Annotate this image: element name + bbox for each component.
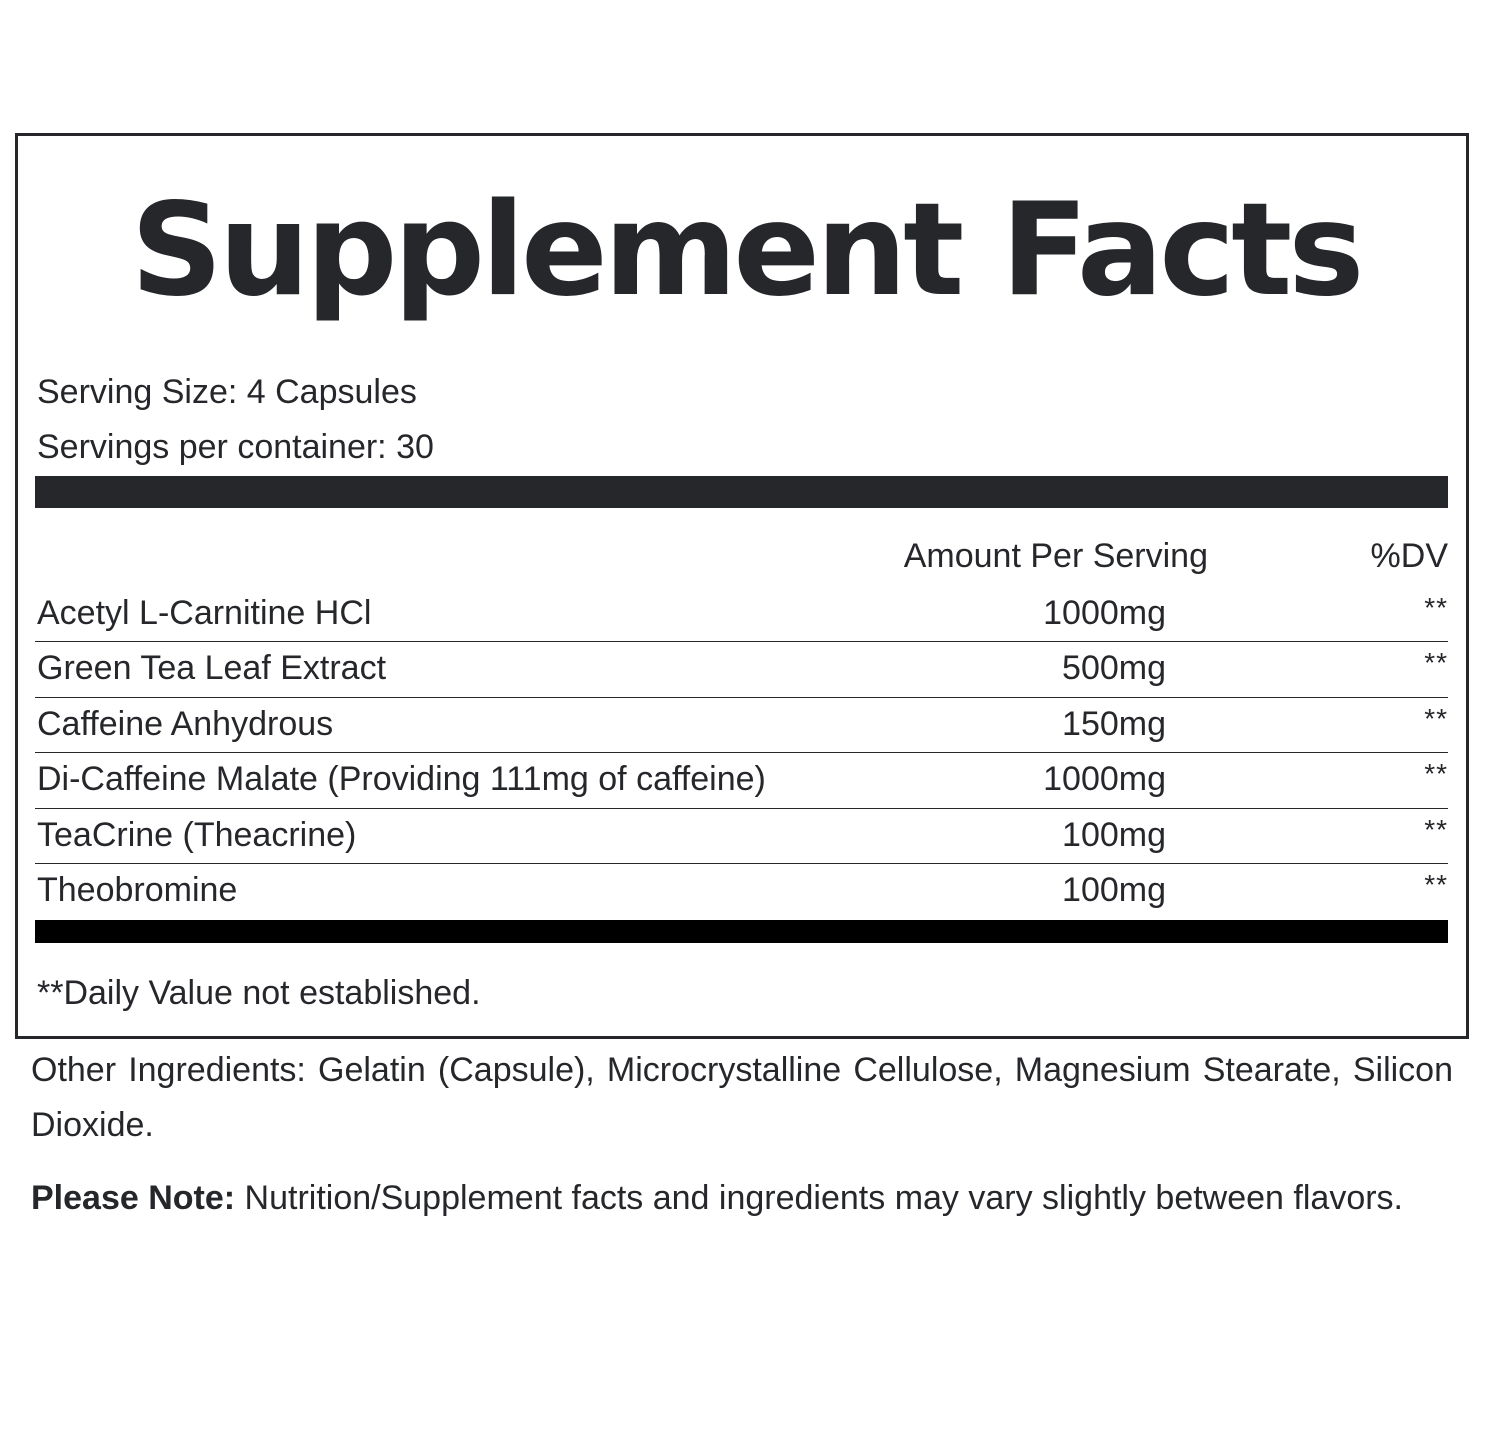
ingredient-name: Acetyl L-Carnitine HCl [37, 594, 372, 632]
serving-size: Serving Size: 4 Capsules [37, 373, 417, 411]
ingredient-table [35, 587, 1448, 919]
ingredient-amount: 100mg [1062, 870, 1166, 909]
ingredient-amount: 150mg [1062, 704, 1166, 743]
ingredient-dv: ** [1424, 813, 1448, 845]
ingredient-row [35, 864, 1448, 919]
ingredient-name: Di-Caffeine Malate (Providing 111mg of caffeine) [37, 760, 766, 799]
ingredient-dv: ** [1424, 702, 1448, 734]
ingredient-name: Caffeine Anhydrous [37, 704, 334, 743]
please-note-text: Nutrition/Supplement facts and ingredients may vary slightly between flavors. [235, 1179, 1403, 1217]
ingredient-row [35, 809, 1448, 864]
ingredient-row [35, 753, 1448, 808]
ingredient-amount: 100mg [1062, 815, 1166, 854]
ingredient-dv: ** [1424, 647, 1448, 679]
servings-per-container: Servings per container: 30 [37, 428, 434, 466]
dv-column-header: %DV [1370, 537, 1448, 575]
amount-column-header: Amount Per Serving [903, 537, 1208, 575]
ingredient-amount: 1000mg [1043, 594, 1166, 632]
please-note-label: Please Note: [31, 1179, 236, 1217]
other-ingredients: Other Ingredients: Gelatin (Capsule), Microcrystalline Cellulose, Magnesium Stearate, Silicon Dioxide. [31, 1051, 1453, 1144]
daily-value-footnote: **Daily Value not established. [37, 974, 481, 1012]
please-note [31, 1172, 1453, 1225]
ingredient-dv: ** [1424, 758, 1448, 790]
panel-title: Supplement Facts [130, 176, 1361, 325]
ingredient-row [35, 698, 1448, 753]
ingredient-row [35, 642, 1448, 697]
ingredient-amount: 1000mg [1043, 760, 1166, 799]
ingredient-name: Theobromine [37, 870, 238, 909]
ingredient-dv: ** [1424, 592, 1448, 623]
ingredient-name: Green Tea Leaf Extract [37, 649, 387, 688]
ingredient-name: TeaCrine (Theacrine) [37, 815, 357, 854]
ingredient-dv: ** [1424, 868, 1448, 900]
ingredient-row [35, 587, 1448, 642]
ingredient-amount: 500mg [1062, 649, 1166, 688]
bottom-divider-bar [35, 920, 1448, 943]
top-divider-bar [35, 476, 1448, 508]
